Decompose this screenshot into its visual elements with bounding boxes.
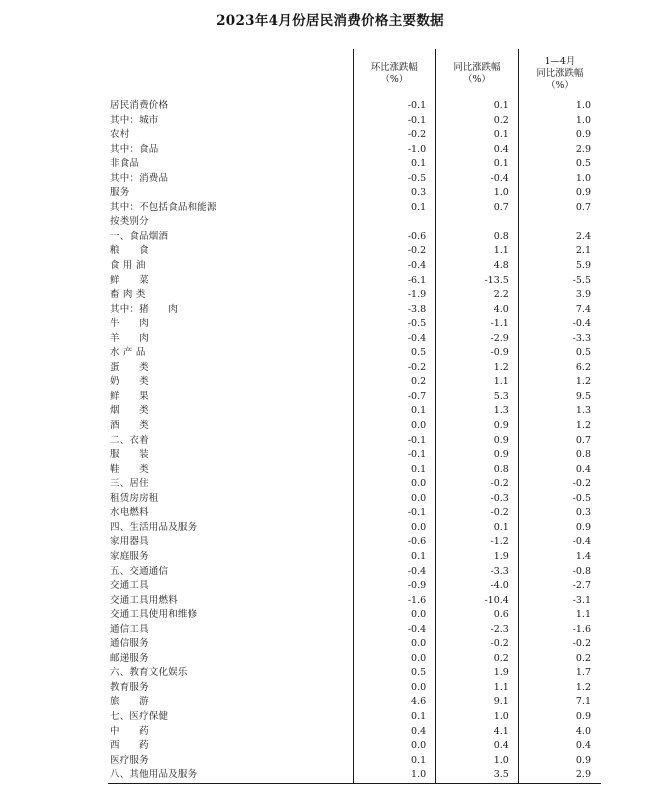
row-label: 租赁房房租	[108, 492, 353, 507]
row-label: 农村	[108, 128, 353, 143]
row-label: 粮 食	[108, 244, 353, 259]
table-row	[108, 695, 601, 710]
row-value-yoy: 1.1	[436, 375, 519, 390]
row-value-cumulative: 1.0	[575, 114, 591, 126]
row-value-mom: -0.2	[353, 244, 436, 259]
row-value-cumulative: 0.2	[575, 652, 591, 664]
row-value-yoy: -0.2	[436, 637, 519, 652]
row-value-yoy: 0.4	[436, 143, 519, 158]
row-value-cumulative: 0.5	[575, 158, 591, 170]
row-value-yoy: 0.1	[436, 99, 519, 114]
row-label: 家庭服务	[108, 550, 353, 565]
row-value-yoy: 4.0	[436, 303, 519, 318]
row-label: 牛 肉	[108, 317, 353, 332]
row-label: 食 用 油	[108, 259, 353, 274]
row-value-yoy: 0.2	[436, 114, 519, 129]
table-row	[108, 128, 601, 143]
row-value-cumulative: 0.5	[575, 347, 591, 359]
row-label: 交通工具	[108, 579, 353, 594]
row-value-mom: -0.9	[353, 579, 436, 594]
table-row	[108, 666, 601, 681]
table-row	[108, 565, 601, 580]
row-value-yoy: 5.3	[436, 390, 519, 405]
row-label: 医疗服务	[108, 754, 353, 769]
row-value-yoy: 1.3	[436, 404, 519, 419]
row-label: 旅 游	[108, 695, 353, 710]
table-row	[108, 390, 601, 405]
row-label: 二、衣着	[108, 434, 353, 449]
row-value-mom: 0.0	[353, 419, 436, 434]
row-value-yoy: 4.8	[436, 259, 519, 274]
table-row	[108, 361, 601, 376]
row-label: 烟 类	[108, 404, 353, 419]
table-row	[108, 768, 601, 783]
row-value-mom: -1.6	[353, 594, 436, 609]
row-value-mom: 0.1	[353, 463, 436, 478]
row-value-cumulative: -0.2	[572, 638, 591, 650]
row-label: 四、生活用品及服务	[108, 521, 353, 536]
row-value-mom: -0.1	[353, 114, 436, 129]
table-row	[108, 332, 601, 347]
row-value-cumulative: 4.0	[575, 725, 591, 737]
table-row	[108, 230, 601, 245]
row-value-mom: -0.4	[353, 623, 436, 638]
row-value-mom: 0.5	[353, 666, 436, 681]
table-row	[108, 186, 601, 201]
row-value-mom: 0.0	[353, 739, 436, 754]
row-value-mom: -3.8	[353, 303, 436, 318]
row-value-mom: 0.1	[353, 710, 436, 725]
column-header-cumulative-line2: 同比涨跌幅	[536, 67, 584, 79]
row-value-cumulative: -1.6	[572, 623, 591, 635]
row-label: 三、居住	[108, 477, 353, 492]
row-value-cumulative: 3.9	[575, 289, 591, 301]
row-value-mom: 0.1	[353, 754, 436, 769]
table-row	[108, 303, 601, 318]
row-value-cumulative: 7.1	[575, 696, 591, 708]
row-value-mom: 0.1	[353, 201, 436, 216]
table-row	[108, 535, 601, 550]
row-value-mom: -0.4	[353, 259, 436, 274]
row-value-mom: 0.0	[353, 492, 436, 507]
table-row	[108, 434, 601, 449]
table-row	[108, 375, 601, 390]
row-value-yoy: 1.2	[436, 361, 519, 376]
row-value-mom: -0.6	[353, 230, 436, 245]
row-label: 其中：猪 肉	[108, 303, 353, 318]
row-label: 酒 类	[108, 419, 353, 434]
row-value-yoy: -1.1	[436, 317, 519, 332]
row-value-mom: 0.0	[353, 652, 436, 667]
row-value-cumulative: 0.7	[575, 201, 591, 213]
column-header-mom	[353, 49, 436, 99]
row-value-mom: -0.6	[353, 535, 436, 550]
row-label: 鲜 菜	[108, 274, 353, 289]
row-label: 邮递服务	[108, 652, 353, 667]
row-value-yoy: 0.4	[436, 739, 519, 754]
row-value-yoy: 0.8	[436, 463, 519, 478]
row-value-yoy: 1.0	[436, 754, 519, 769]
row-value-yoy: 0.9	[436, 434, 519, 449]
table-row	[108, 681, 601, 696]
row-value-mom: 0.1	[353, 157, 436, 172]
row-value-yoy: 1.0	[436, 710, 519, 725]
table-row	[108, 99, 601, 114]
row-value-mom: 0.5	[353, 346, 436, 361]
table-row	[108, 594, 601, 609]
row-value-cumulative: 0.7	[575, 434, 591, 446]
row-label: 按类别分	[108, 215, 353, 230]
row-value-cumulative: -3.3	[572, 332, 591, 344]
row-label: 家用器具	[108, 535, 353, 550]
row-label: 七、医疗保健	[108, 710, 353, 725]
column-header-yoy-line1: 同比涨跌幅	[453, 61, 501, 73]
row-label: 鞋 类	[108, 463, 353, 478]
table-header	[108, 49, 601, 99]
row-value-mom: -0.5	[353, 317, 436, 332]
column-header-yoy	[436, 49, 519, 99]
row-label: 其中：不包括食品和能源	[108, 201, 353, 216]
row-label: 西 药	[108, 739, 353, 754]
row-value-yoy: 0.7	[436, 201, 519, 216]
row-label: 五、交通通信	[108, 565, 353, 580]
table-row	[108, 652, 601, 667]
row-value-cumulative: 1.0	[575, 100, 591, 111]
row-value-mom: -0.1	[353, 448, 436, 463]
row-value-mom: -1.9	[353, 288, 436, 303]
row-value-yoy: -0.9	[436, 346, 519, 361]
row-value-mom: 0.0	[353, 521, 436, 536]
table-row	[108, 550, 601, 565]
column-header-cumulative-line1: 1—4月	[544, 55, 576, 67]
row-value-cumulative: 0.9	[575, 710, 591, 722]
row-value-mom: 0.0	[353, 637, 436, 652]
column-header-item	[108, 49, 353, 99]
table-row	[108, 244, 601, 259]
row-value-yoy: 9.1	[436, 695, 519, 710]
row-value-mom: -0.5	[353, 172, 436, 187]
row-value-yoy: 0.1	[436, 521, 519, 536]
table-row	[108, 288, 601, 303]
row-value-mom: -6.1	[353, 274, 436, 289]
table-row	[108, 157, 601, 172]
table-row	[108, 579, 601, 594]
row-value-yoy: -0.2	[436, 506, 519, 521]
row-value-yoy	[436, 215, 519, 230]
row-value-mom: -0.2	[353, 128, 436, 143]
row-value-cumulative: 0.8	[575, 449, 591, 461]
row-value-cumulative: -0.4	[572, 536, 591, 548]
row-value-mom: -0.1	[353, 434, 436, 449]
row-value-cumulative: 0.3	[575, 507, 591, 519]
row-value-cumulative: -0.2	[572, 478, 591, 490]
row-value-cumulative: -0.8	[572, 565, 591, 577]
table-row	[108, 739, 601, 754]
row-value-yoy: -4.0	[436, 579, 519, 594]
row-value-yoy: -0.2	[436, 477, 519, 492]
table-row	[108, 754, 601, 769]
table-row	[108, 317, 601, 332]
row-value-mom: 0.3	[353, 186, 436, 201]
row-value-cumulative: -0.4	[572, 318, 591, 330]
row-value-yoy: 0.1	[436, 157, 519, 172]
row-value-cumulative: 1.7	[575, 667, 591, 679]
row-label: 其中：消费品	[108, 172, 353, 187]
row-label: 居民消费价格	[108, 99, 353, 114]
table-row	[108, 521, 601, 536]
table-row	[108, 506, 601, 521]
row-value-yoy: 1.0	[436, 186, 519, 201]
row-value-cumulative: 1.2	[575, 420, 591, 432]
row-value-yoy: 4.1	[436, 725, 519, 740]
row-label: 教育服务	[108, 681, 353, 696]
table-row	[108, 419, 601, 434]
row-value-yoy: 1.9	[436, 666, 519, 681]
row-value-yoy: -0.4	[436, 172, 519, 187]
row-value-mom: 1.0	[353, 768, 436, 783]
column-header-mom-line1: 环比涨跌幅	[370, 61, 418, 73]
table-row	[108, 637, 601, 652]
row-label: 其中：城市	[108, 114, 353, 129]
table-row	[108, 346, 601, 361]
row-value-mom: -0.1	[353, 506, 436, 521]
row-value-yoy: -1.2	[436, 535, 519, 550]
row-value-cumulative: 6.2	[575, 361, 591, 373]
row-value-yoy: -10.4	[436, 594, 519, 609]
row-value-yoy: 0.2	[436, 652, 519, 667]
row-value-yoy: 0.9	[436, 448, 519, 463]
page-title: 2023年4月份居民消费价格主要数据	[216, 13, 444, 29]
row-value-cumulative: 7.4	[575, 303, 591, 315]
row-value-cumulative: 0.9	[575, 129, 591, 141]
table-row	[108, 725, 601, 740]
row-value-cumulative: -2.7	[572, 580, 591, 592]
row-value-yoy: 1.1	[436, 681, 519, 696]
row-value-cumulative: 0.9	[575, 187, 591, 199]
row-value-cumulative: 0.9	[575, 754, 591, 766]
row-value-mom: 0.4	[353, 725, 436, 740]
table-row	[108, 259, 601, 274]
row-value-mom: -0.2	[353, 361, 436, 376]
row-value-cumulative: -0.5	[572, 492, 591, 504]
row-value-mom: -1.0	[353, 143, 436, 158]
row-label: 其中：食品	[108, 143, 353, 158]
row-value-cumulative: 1.4	[575, 550, 591, 562]
row-value-cumulative	[518, 215, 601, 230]
table-row	[108, 477, 601, 492]
row-value-cumulative: 1.0	[575, 172, 591, 184]
row-value-mom: -0.4	[353, 332, 436, 347]
row-value-cumulative: 1.2	[575, 376, 591, 388]
row-value-mom: -0.4	[353, 565, 436, 580]
row-value-yoy: -3.3	[436, 565, 519, 580]
row-value-mom	[353, 215, 436, 230]
row-label: 奶 类	[108, 375, 353, 390]
row-value-cumulative: 0.4	[575, 740, 591, 752]
row-label: 鲜 果	[108, 390, 353, 405]
table-row	[108, 710, 601, 725]
table-row	[108, 492, 601, 507]
row-label: 服务	[108, 186, 353, 201]
row-value-yoy: -0.3	[436, 492, 519, 507]
column-header-mom-line2: （%）	[380, 74, 409, 85]
row-value-cumulative: 2.4	[575, 230, 591, 242]
row-label: 羊 肉	[108, 332, 353, 347]
row-value-mom: 0.0	[353, 681, 436, 696]
row-value-cumulative: 5.9	[575, 260, 591, 272]
table-row	[108, 172, 601, 187]
table-row	[108, 201, 601, 216]
row-value-yoy: 2.2	[436, 288, 519, 303]
row-label: 非食品	[108, 157, 353, 172]
row-value-cumulative: 2.1	[575, 245, 591, 257]
row-value-yoy: -13.5	[436, 274, 519, 289]
row-label: 八、其他用品及服务	[108, 768, 353, 783]
table-row	[108, 114, 601, 129]
row-label: 通信工具	[108, 623, 353, 638]
row-label: 畜 肉 类	[108, 288, 353, 303]
table-body	[108, 99, 601, 783]
header-row	[108, 49, 601, 99]
row-value-yoy: 0.8	[436, 230, 519, 245]
row-value-mom: 0.0	[353, 608, 436, 623]
row-label: 交通工具用燃料	[108, 594, 353, 609]
row-value-yoy: 1.1	[436, 244, 519, 259]
row-label: 通信服务	[108, 637, 353, 652]
row-label: 中 药	[108, 725, 353, 740]
row-value-mom: 0.2	[353, 375, 436, 390]
table-row	[108, 608, 601, 623]
row-value-cumulative: -3.1	[572, 594, 591, 606]
table-row	[108, 623, 601, 638]
row-label: 一、食品烟酒	[108, 230, 353, 245]
row-label: 蛋 类	[108, 361, 353, 376]
row-value-cumulative: 2.9	[575, 143, 591, 155]
column-header-cumulative-line3: （%）	[546, 80, 574, 92]
row-value-mom: -0.7	[353, 390, 436, 405]
row-value-cumulative: 0.4	[575, 463, 591, 475]
row-value-yoy: 3.5	[436, 768, 519, 783]
cpi-data-table	[108, 49, 601, 784]
row-value-cumulative: 1.2	[575, 681, 591, 693]
table-row	[108, 463, 601, 478]
row-value-mom: 0.1	[353, 550, 436, 565]
cpi-table-container	[108, 49, 601, 784]
row-value-cumulative: -5.5	[572, 274, 591, 286]
row-value-yoy: -2.3	[436, 623, 519, 638]
row-label: 六、教育文化娱乐	[108, 666, 353, 681]
table-row	[108, 404, 601, 419]
table-row	[108, 143, 601, 158]
row-value-yoy: 1.9	[436, 550, 519, 565]
row-value-mom: 4.6	[353, 695, 436, 710]
row-label: 交通工具使用和维修	[108, 608, 353, 623]
column-header-yoy-line2: （%）	[463, 74, 491, 85]
row-value-yoy: 0.1	[436, 128, 519, 143]
row-value-yoy: -2.9	[436, 332, 519, 347]
row-value-yoy: 0.9	[436, 419, 519, 434]
row-value-cumulative: 1.1	[575, 609, 591, 621]
row-value-mom: -0.1	[353, 99, 436, 114]
row-label: 服 装	[108, 448, 353, 463]
row-value-cumulative: 1.3	[575, 405, 591, 417]
table-row	[108, 215, 601, 230]
row-value-mom: 0.1	[353, 404, 436, 419]
row-value-yoy: 0.6	[436, 608, 519, 623]
row-value-cumulative: 2.9	[518, 768, 601, 783]
row-value-cumulative: 0.9	[575, 521, 591, 533]
row-label: 水电燃料	[108, 506, 353, 521]
row-label: 水 产 品	[108, 346, 353, 361]
row-value-cumulative: 9.5	[575, 390, 591, 402]
table-row	[108, 448, 601, 463]
row-value-mom: 0.0	[353, 477, 436, 492]
table-row	[108, 274, 601, 289]
column-header-cumulative	[518, 49, 601, 99]
